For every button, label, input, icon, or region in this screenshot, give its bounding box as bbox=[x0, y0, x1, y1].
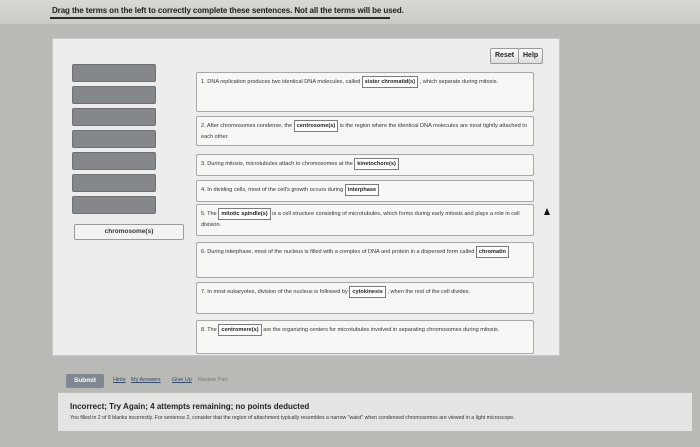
instruction-text: Drag the terms on the left to correctly complete these sentences. Not all the terms will be used. bbox=[52, 6, 404, 15]
feedback-text: You filled in 2 of 8 blanks incorrectly. For sentence 2, consider that the region of attachment typically resembles a narrow "waist" when condensed chromosomes are viewed in a light microscope. bbox=[70, 415, 515, 421]
term-bank-slot bbox=[72, 196, 156, 214]
sentence-4: 4. In dividing cells, most of the cell's growth occurs during interphase bbox=[196, 180, 534, 202]
submit-button[interactable]: Submit bbox=[66, 374, 104, 388]
sentence-2: 2. After chromosomes condense, the centrosome(s) is the region where the identical DNA molecules are most tightly attached to each other. bbox=[196, 116, 534, 146]
hints-link[interactable]: Hints bbox=[113, 377, 126, 383]
sentence-1: 1. DNA replication produces two identical DNA molecules, called sister chromatid(s) , which separate during mitosis. bbox=[196, 72, 534, 112]
instruction-divider bbox=[50, 17, 390, 19]
term-bank-slot bbox=[72, 86, 156, 104]
review-part-link: Review Part bbox=[198, 377, 228, 383]
feedback-box bbox=[58, 392, 692, 431]
help-button[interactable]: Help bbox=[518, 48, 543, 64]
answer-blank-3[interactable]: kinetochore(s) bbox=[354, 158, 399, 170]
sentence-8: 8. The centromere(s) are the organizing centers for microtubules involved in separating chromosomes during mitosis. bbox=[196, 320, 534, 354]
answer-blank-5[interactable]: mitotic spindle(s) bbox=[218, 208, 270, 220]
sentence-6: 6. During interphase, most of the nucleus is filled with a complex of DNA and protein in a dispersed form called chromatin bbox=[196, 242, 534, 278]
sentence-3: 3. During mitosis, microtubules attach to chromosomes at the kinetochore(s) bbox=[196, 154, 534, 176]
give-up-link[interactable]: Give Up bbox=[172, 377, 192, 383]
draggable-term-chromosomes[interactable]: chromosome(s) bbox=[74, 224, 184, 240]
answer-blank-6[interactable]: chromatin bbox=[476, 246, 509, 258]
sentence-5: 5. The mitotic spindle(s) is a cell structure consisting of microtubules, which forms during early mitosis and plays a role in cell division. bbox=[196, 204, 534, 236]
mouse-cursor-icon bbox=[544, 208, 550, 215]
answer-blank-4[interactable]: interphase bbox=[345, 184, 379, 196]
reset-button[interactable]: Reset bbox=[490, 48, 519, 64]
term-bank-slot bbox=[72, 174, 156, 192]
answer-blank-1[interactable]: sister chromatid(s) bbox=[362, 76, 418, 88]
sentence-7: 7. In most eukaryotes, division of the nucleus is followed by cytokinesis , when the rest of the cell divides. bbox=[196, 282, 534, 314]
my-answers-link[interactable]: My Answers bbox=[131, 377, 161, 383]
answer-blank-2[interactable]: centrosome(s) bbox=[294, 120, 339, 132]
term-bank-slot bbox=[72, 108, 156, 126]
answer-blank-7[interactable]: cytokinesis bbox=[349, 286, 385, 298]
answer-blank-8[interactable]: centromere(s) bbox=[218, 324, 261, 336]
term-bank-slot bbox=[72, 130, 156, 148]
term-bank-slot bbox=[72, 64, 156, 82]
term-bank-slot bbox=[72, 152, 156, 170]
feedback-title: Incorrect; Try Again; 4 attempts remaining; no points deducted bbox=[70, 402, 310, 411]
